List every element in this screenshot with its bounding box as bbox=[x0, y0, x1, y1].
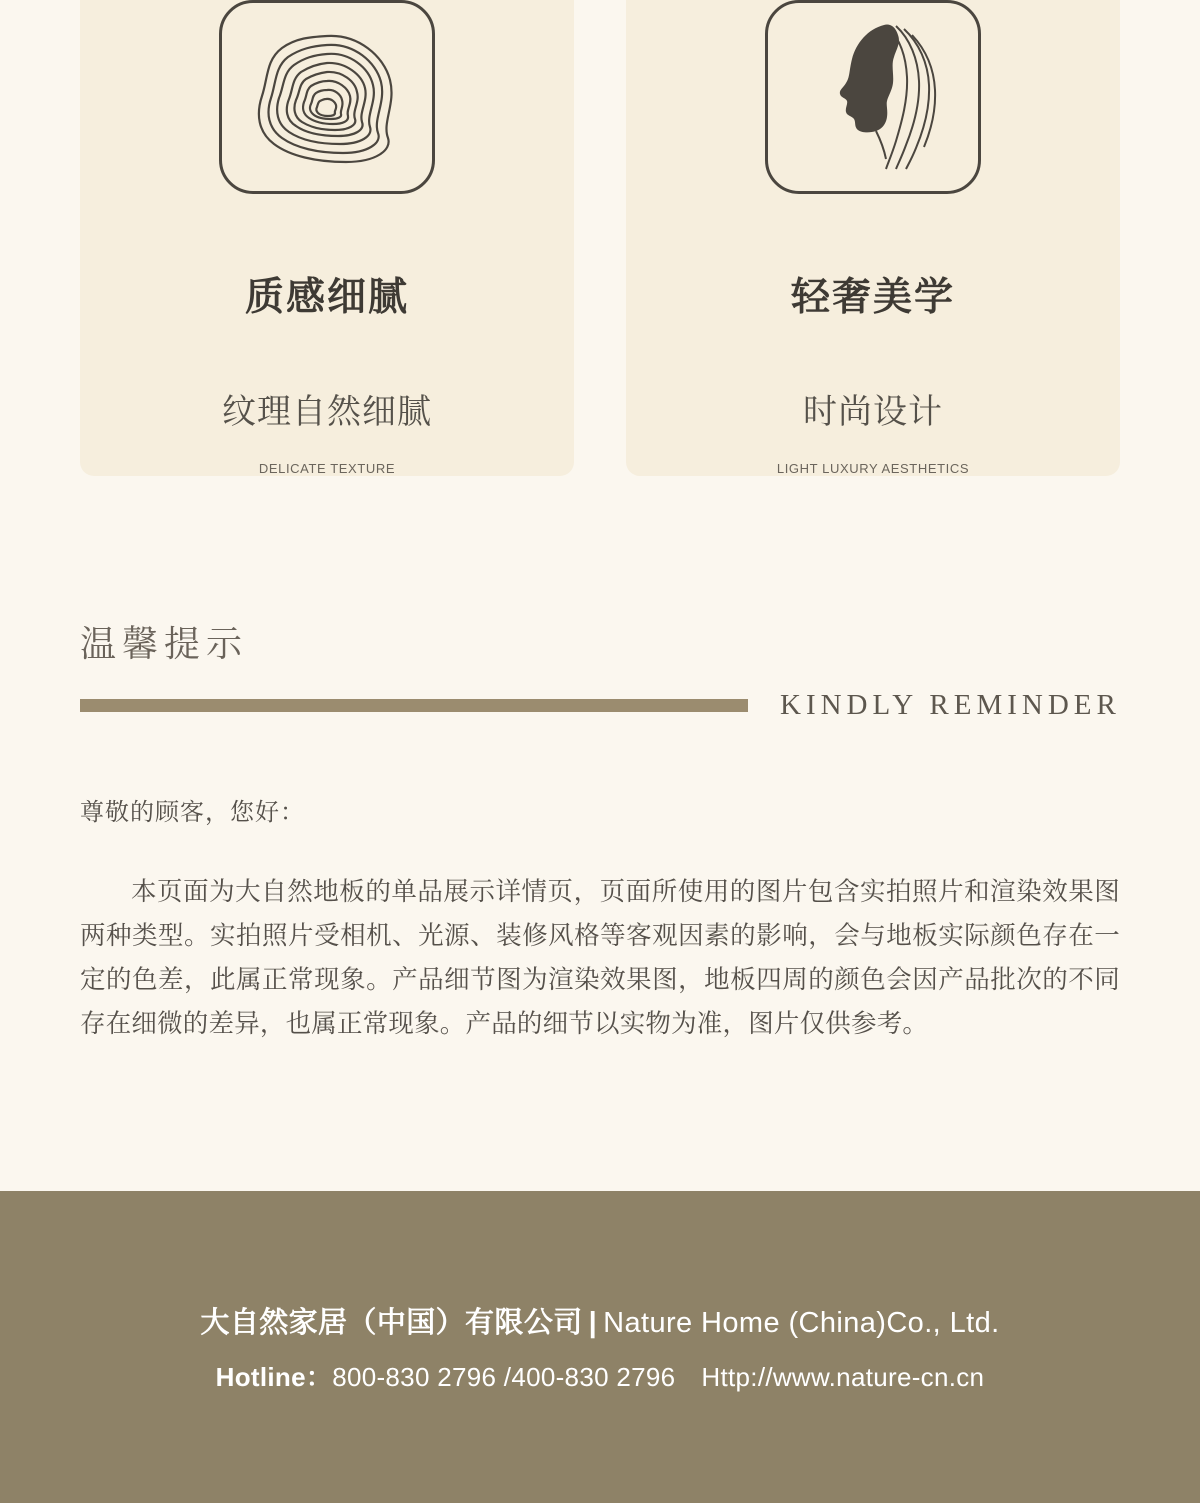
accent-bar bbox=[80, 699, 748, 712]
footer bbox=[0, 1191, 1200, 1503]
feature-english-label: DELICATE TEXTURE bbox=[258, 461, 396, 476]
footer-contact bbox=[216, 1357, 985, 1394]
feature-card-aesthetics bbox=[626, 0, 1120, 476]
footer-company-cn: 大自然家居（中国）有限公司 bbox=[200, 1307, 583, 1339]
feature-subtitle: 纹理自然细腻 bbox=[222, 393, 432, 431]
footer-company-en: Nature Home (China)Co., Ltd. bbox=[603, 1307, 1000, 1339]
feature-card-texture bbox=[80, 0, 574, 476]
feature-title: 质感细腻 bbox=[244, 276, 409, 319]
footer-separator: | bbox=[588, 1307, 598, 1339]
reminder-heading-en: KINDLY REMINDER bbox=[780, 689, 1121, 721]
reminder-body: 本页面为大自然地板的单品展示详情页，页面所使用的图片包含实拍照片和渲染效果图两种类型。实拍照片受相机、光源、装修风格等客观因素的影响，会与地板实际颜色存在一定的色差，此属正常现象。产品细节图为渲染效果图，地板四周的颜色会因产品批次的不同存在细微的差异，也属正常现象。产品的细节以实物为准，图片仅供参考。 bbox=[80, 878, 1120, 1038]
footer-company bbox=[200, 1300, 999, 1341]
feature-subtitle: 时尚设计 bbox=[803, 393, 943, 431]
wood-grain-texture-icon bbox=[219, 0, 435, 194]
feature-title: 轻奢美学 bbox=[790, 276, 955, 319]
footer-hotline-label: Hotline： bbox=[215, 1362, 333, 1392]
reminder-greeting: 尊敬的顾客，您好： bbox=[80, 799, 305, 826]
footer-hotline-numbers: 800-830 2796 /400-830 2796 bbox=[332, 1362, 676, 1392]
feature-card-row bbox=[0, 0, 1200, 476]
kindly-reminder-section bbox=[0, 616, 1200, 1046]
reminder-heading-rule bbox=[80, 689, 1120, 722]
feature-english-label: LIGHT LUXURY AESTHETICS bbox=[776, 461, 970, 476]
reminder-heading-zh: 温馨提示 bbox=[80, 623, 249, 664]
woman-profile-icon bbox=[765, 0, 981, 194]
footer-website[interactable]: Http://www.nature-cn.cn bbox=[701, 1362, 985, 1392]
